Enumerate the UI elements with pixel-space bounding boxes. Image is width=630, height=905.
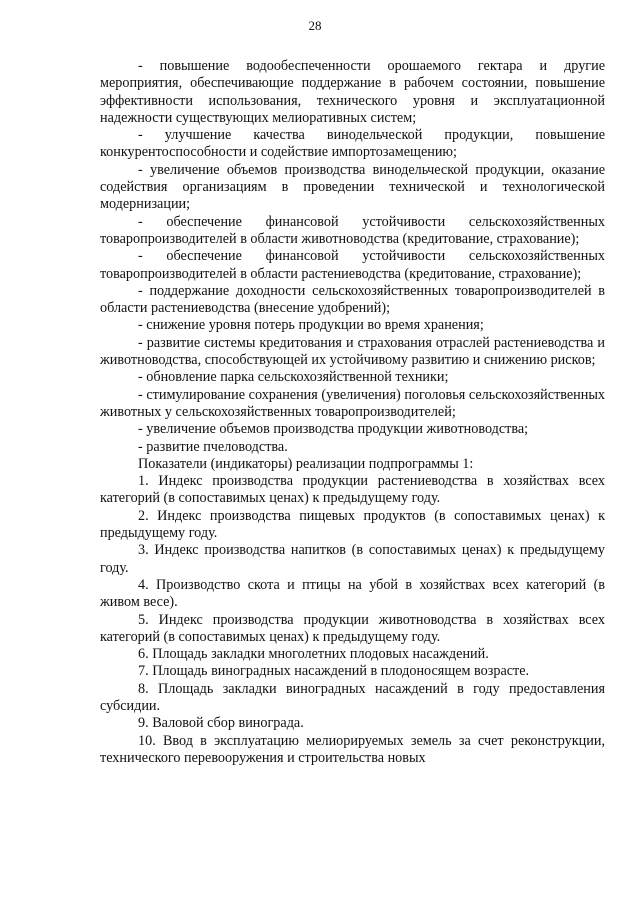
paragraph-indicator-8: 8. Площадь закладки виноградных насаждений в году предоставления субсидии. <box>100 680 605 714</box>
paragraph-measure-livestock-output: - увеличение объемов производства продукции животноводства; <box>138 421 529 438</box>
document-body <box>100 58 605 767</box>
paragraph-measure-water-supply: - повышение водообеспеченности орошаемого гектара и другие мероприятия, обеспечивающие поддержание в рабочем состоянии, повышение эффективности использования, технического уровня и эксплуатационной надежности существующих мелиоративных систем; <box>100 58 605 126</box>
paragraph-indicator-4: 4. Производство скота и птицы на убой в хозяйствах всех категорий (в живом весе). <box>100 576 605 611</box>
paragraph-indicator-10: 10. Ввод в эксплуатацию мелиорируемых земель за счет реконструкции, технического перевооружения и строительства новых <box>100 732 605 766</box>
paragraph-measure-beekeeping: - развитие пчеловодства. <box>138 438 288 455</box>
paragraph-indicator-7: 7. Площадь виноградных насаждений в плодоносящем возрасте. <box>138 663 530 680</box>
paragraph-measure-storage-losses: - снижение уровня потерь продукции во время хранения; <box>138 317 484 334</box>
paragraph-measure-wine-production: - увеличение объемов производства винодельческой продукции, оказание содействия организациям в проведении технической и технологической модернизации; <box>100 161 605 213</box>
page-number: 28 <box>308 18 322 33</box>
paragraph-indicators-heading: Показатели (индикаторы) реализации подпрограммы 1: <box>138 455 474 472</box>
paragraph-indicator-9: 9. Валовой сбор винограда. <box>138 715 304 732</box>
paragraph-indicator-1: 1. Индекс производства продукции растениеводства в хозяйствах всех категорий (в сопоставимых ценах) к предыдущему году. <box>100 473 605 507</box>
paragraph-measure-crop-income: - поддержание доходности сельскохозяйственных товаропроизводителей в области растениеводства (внесение удобрений); <box>100 282 605 317</box>
paragraph-measure-wine-quality: - улучшение качества винодельческой продукции, повышение конкурентоспособности и содействие импортозамещению; <box>100 127 605 161</box>
paragraph-indicator-5: 5. Индекс производства продукции животноводства в хозяйствах всех категорий (в сопоставимых ценах) к предыдущему году. <box>100 611 605 645</box>
paragraph-measure-crop-finance: - обеспечение финансовой устойчивости сельскохозяйственных товаропроизводителей в области растениеводства (кредитование, страхование); <box>100 248 605 282</box>
paragraph-measure-machinery: - обновление парка сельскохозяйственной техники; <box>138 369 449 386</box>
paragraph-measure-herd-size: - стимулирование сохранения (увеличения) поголовья сельскохозяйственных животных у сельскохозяйственных товаропроизводителей; <box>100 386 605 420</box>
paragraph-measure-credit-insurance: - развитие системы кредитования и страхования отраслей растениеводства и животноводства, способствующей их устойчивому развитию и снижению рисков; <box>100 334 605 369</box>
paragraph-indicator-2: 2. Индекс производства пищевых продуктов (в сопоставимых ценах) к предыдущему году. <box>100 507 605 542</box>
paragraph-indicator-6: 6. Площадь закладки многолетних плодовых насаждений. <box>138 646 489 663</box>
paragraph-indicator-3: 3. Индекс производства напитков (в сопоставимых ценах) к предыдущему году. <box>100 542 605 576</box>
paragraph-measure-livestock-finance: - обеспечение финансовой устойчивости сельскохозяйственных товаропроизводителей в области животноводства (кредитование, страхование); <box>100 213 605 247</box>
